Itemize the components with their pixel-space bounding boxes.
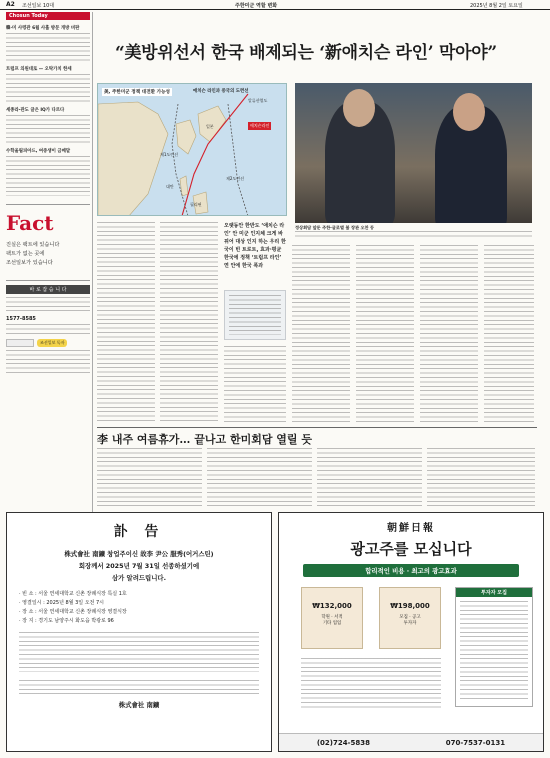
ad-price-label: 모집 · 공고 투자자 [399,615,421,626]
ad-masthead: 朝鮮日報 [387,523,435,534]
brief-text [6,74,90,102]
qr-icon [6,339,34,347]
brief-text [6,115,90,143]
ad-price: ₩198,000 [390,602,430,610]
obituary-detail: · 영결일시 : 2025년 8월 3일 오전 7시 [19,600,104,606]
obituary-detail: · 장 소 : 서울 연세대학교 신촌 장례식장 영결식장 [19,609,127,615]
photo-face [453,93,485,131]
article-column [427,448,535,506]
fact-title: Fact [6,211,54,235]
paper-name: 조선일보 10대 [22,3,55,9]
photo-caption-text [295,231,532,239]
map-graphic [97,83,287,216]
ad-side-title: 투자자 모집 [456,588,532,597]
ad-text [301,658,441,708]
ad-phone[interactable]: 070-7537-0131 [445,738,506,747]
page-number: A2 [6,1,15,8]
map-label: 알류샨열도 [248,98,268,103]
sidebar-box [224,290,286,340]
section-title: 주한미군 역할 변화 [235,3,278,9]
news-photo [295,83,532,223]
ad-price-label: 학원 · 서적 기타 업업 [321,615,343,626]
map-subhead: 美, 주한미군 정책 대전환 가능성 [104,90,170,95]
fact-box [6,204,90,268]
article-column [420,245,478,425]
advertisement [278,512,544,752]
obituary-detail: · 장 지 : 경기도 남양주시 화도읍 박광로 96 [19,618,114,624]
photo-face [343,89,375,127]
obituary-footer: 株式會社 南鑛 [118,701,160,709]
ad-price-badge [301,587,363,649]
ad-phone[interactable]: (02)724-5838 [316,738,370,747]
contact-text [6,324,90,336]
obituary-ad [6,512,272,752]
photo-caption: 정상회담 앞둔 주한·글로벌 볼 장관 오찬 등 [295,225,375,230]
fact-line: 팩트가 없는 곳에 [6,251,45,257]
ad-price: ₩132,000 [312,602,352,610]
fact-lines [6,241,90,268]
article-column [97,448,202,506]
obituary-note [19,680,259,694]
brief-text [6,33,90,61]
obituary-line: 삼가 알려드립니다. [111,574,167,582]
contact-row [6,339,90,347]
article-column [484,245,534,425]
contact-badge[interactable]: 조선일보 독자 [37,339,67,347]
section-label: Chosun Today [6,12,90,20]
map-label: 필리핀 [190,202,202,207]
correction-title: 바 로 잡 습 니 다 [6,285,90,294]
main-headline: “美방위선서 한국 배제되는 ‘新애치슨 라인’ 막아야” [115,43,497,63]
page-date: 2025년 8월 2일 토요일 [470,3,523,9]
contact-phone: 1577-8585 [6,316,36,322]
ad-side-text [460,601,528,701]
map-label: 일본 [206,124,214,129]
ad-price-badge [379,587,441,649]
left-column [6,12,90,500]
map-label: 제2도련선 [226,176,245,181]
obituary-details [7,590,271,624]
pull-quote: 오랫동안 한반도 ‘애치슨 라인’ 안 미군 인지체 크게 바뀌어 대상 인지 하는 우리 한국이 빈 트로트, 효과·평균 한국에 정책 ‘트럼프 라인’ 연 안에 한국 폭과 [224,223,286,269]
map-label: 대만 [166,184,174,189]
brief-title: 트럼프 의원대로 — 오탁가치 한세 [6,67,72,72]
ad-side-box [455,587,533,707]
article-column [97,222,155,424]
correction-text [6,297,90,313]
article-column [317,448,422,506]
article-column [224,346,286,424]
ad-subtitle: 합리적인 비용 · 최고의 광고효과 [303,564,519,577]
section-divider [97,427,537,428]
article-column [207,448,312,506]
obituary-line: 株式會社 南鑛 창업주이신 故李 尹公 服秀(어거스틴) [64,550,214,558]
obituary-detail: · 빈 소 : 서울 연세대학교 신촌 장례식장 특실 1호 [19,591,127,597]
ad-contact-bar [279,733,543,751]
obituary-title: 訃 告 [113,524,165,540]
ad-title: 광고주를 모십니다 [350,540,472,558]
brief-title: 韓·미 사령관 6월 사흘 방문 개방 비판 [6,26,80,31]
fact-line: 조선일보가 있습니다 [6,260,53,266]
article-column [160,222,218,424]
page-header [0,0,550,10]
map-label: 제1도련선 [160,152,179,157]
bottom-headline: 李 내주 여름휴가… 끝나고 한미회담 열릴 듯 [97,433,312,446]
sidebar-box-text [229,295,281,335]
article-column [292,245,350,425]
brief-text [6,156,90,196]
article-column [356,245,414,425]
column-divider [92,12,93,512]
brief-title: 수학올림피아드, 여중생이 금메달 [6,149,71,154]
correction-box [6,280,90,374]
obituary-family [19,632,259,672]
obituary-line: 회장께서 2025년 7월 31일 선종하셨기에 [78,562,200,570]
contact-text [6,350,90,374]
map-title: 애치슨 라인과 중국의 도련선 [193,89,249,94]
brief-title: 세종라·관도 글은 IQ가 다르다 [6,108,65,113]
fact-line: 진실은 팩트에 있습니다 [6,242,60,248]
map-label: 애치슨라인 [250,123,270,128]
